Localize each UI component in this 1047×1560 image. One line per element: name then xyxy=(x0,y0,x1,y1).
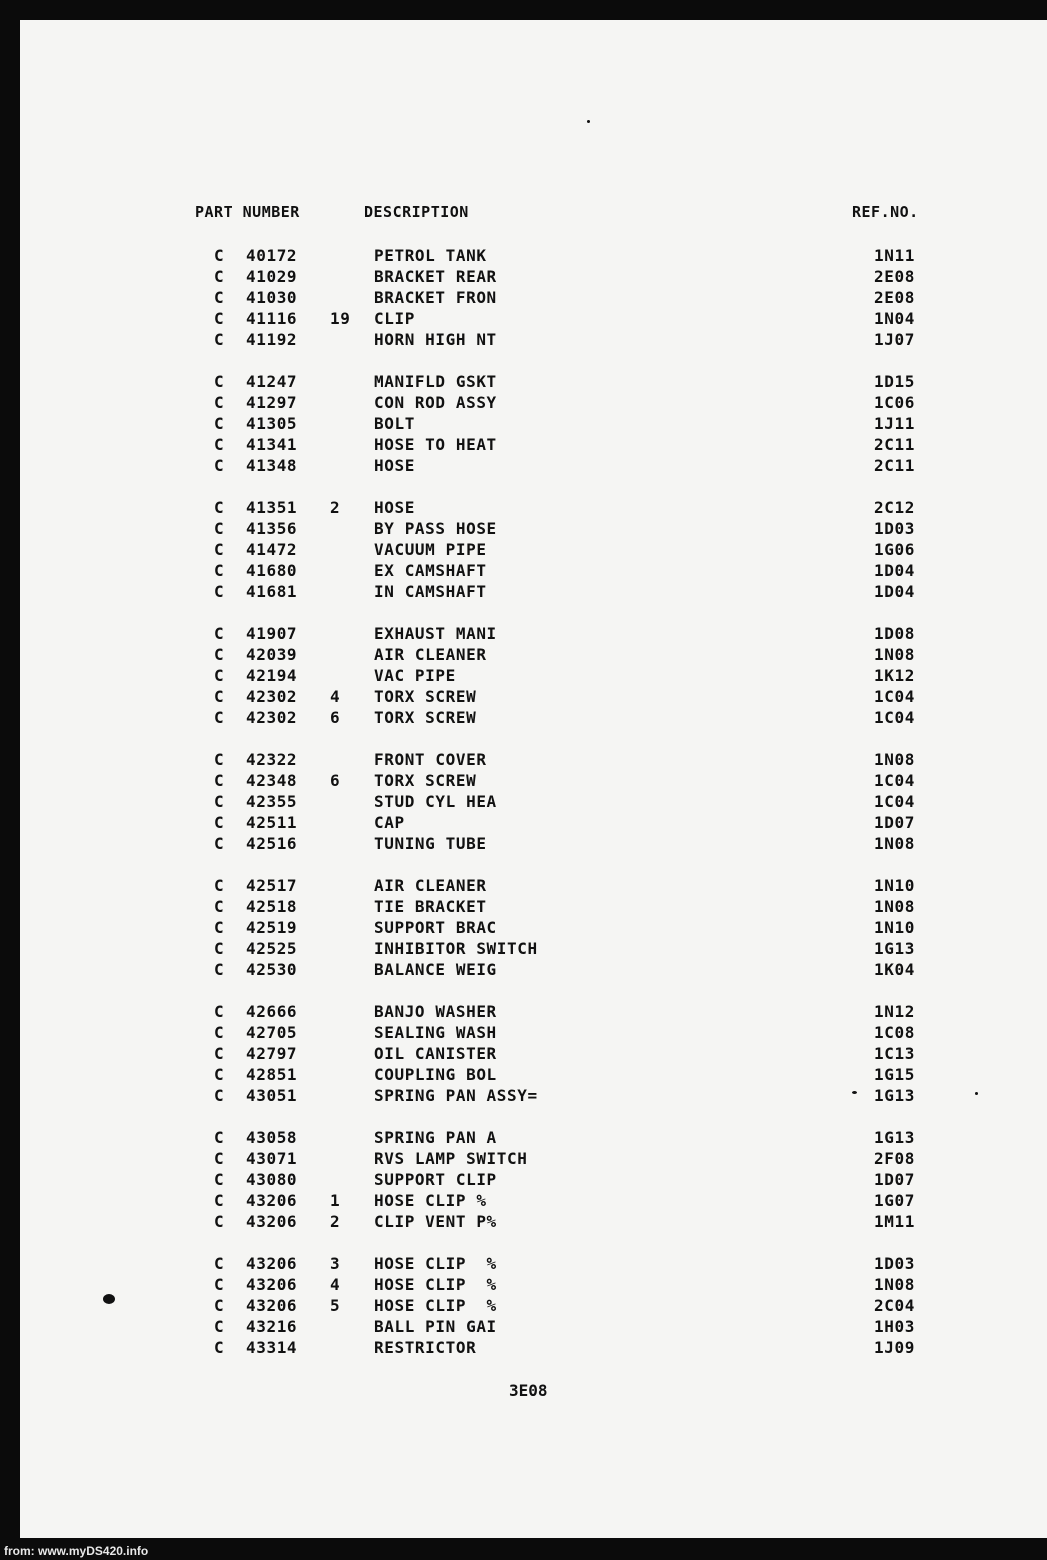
part-row xyxy=(0,309,1047,330)
part-prefix: C xyxy=(214,1170,225,1189)
part-row xyxy=(0,1191,1047,1212)
part-quantity: 2 xyxy=(330,1212,341,1231)
part-ref-no: 1C13 xyxy=(874,1044,915,1063)
part-quantity: 3 xyxy=(330,1254,341,1273)
part-prefix: C xyxy=(214,876,225,895)
part-row xyxy=(0,414,1047,435)
part-ref-no: 1J11 xyxy=(874,414,915,433)
part-row xyxy=(0,771,1047,792)
part-row xyxy=(0,918,1047,939)
part-ref-no: 1G15 xyxy=(874,1065,915,1084)
part-description: HOSE CLIP % xyxy=(374,1296,497,1315)
part-number: 42851 xyxy=(246,1065,298,1084)
part-prefix: C xyxy=(214,582,225,601)
part-row xyxy=(0,519,1047,540)
part-description: RESTRICTOR xyxy=(374,1338,477,1357)
part-ref-no: 1J09 xyxy=(874,1338,915,1357)
part-number: 43206 xyxy=(246,1254,298,1273)
part-prefix: C xyxy=(214,771,225,790)
part-prefix: C xyxy=(214,792,225,811)
part-number: 41029 xyxy=(246,267,298,286)
part-prefix: C xyxy=(214,687,225,706)
part-row xyxy=(0,834,1047,855)
part-prefix: C xyxy=(214,309,225,328)
part-prefix: C xyxy=(214,1212,225,1231)
part-number: 43314 xyxy=(246,1338,298,1357)
part-row xyxy=(0,267,1047,288)
part-quantity: 19 xyxy=(330,309,351,328)
part-description: IN CAMSHAFT xyxy=(374,582,487,601)
part-row xyxy=(0,1086,1047,1107)
part-description: HOSE CLIP % xyxy=(374,1275,497,1294)
part-ref-no: 1M11 xyxy=(874,1212,915,1231)
part-ref-no: 1H03 xyxy=(874,1317,915,1336)
part-description: TUNING TUBE xyxy=(374,834,487,853)
part-prefix: C xyxy=(214,960,225,979)
part-number: 43071 xyxy=(246,1149,298,1168)
part-number: 42530 xyxy=(246,960,298,979)
part-row xyxy=(0,960,1047,981)
part-ref-no: 1G13 xyxy=(874,939,915,958)
part-ref-no: 1C04 xyxy=(874,708,915,727)
part-number: 41472 xyxy=(246,540,298,559)
part-prefix: C xyxy=(214,1023,225,1042)
part-prefix: C xyxy=(214,1002,225,1021)
part-description: SEALING WASH xyxy=(374,1023,497,1042)
part-description: BY PASS HOSE xyxy=(374,519,497,538)
part-prefix: C xyxy=(214,918,225,937)
part-number: 42518 xyxy=(246,897,298,916)
part-number: 42797 xyxy=(246,1044,298,1063)
part-description: BRACKET REAR xyxy=(374,267,497,286)
part-row xyxy=(0,1149,1047,1170)
part-prefix: C xyxy=(214,456,225,475)
part-description: BALL PIN GAI xyxy=(374,1317,497,1336)
part-ref-no: 2C11 xyxy=(874,435,915,454)
part-row xyxy=(0,456,1047,477)
part-ref-no: 1G13 xyxy=(874,1128,915,1147)
part-prefix: C xyxy=(214,939,225,958)
part-number: 42519 xyxy=(246,918,298,937)
part-prefix: C xyxy=(214,1317,225,1336)
part-number: 41907 xyxy=(246,624,298,643)
part-description: PETROL TANK xyxy=(374,246,487,265)
part-ref-no: 1D15 xyxy=(874,372,915,391)
part-row xyxy=(0,393,1047,414)
part-description: AIR CLEANER xyxy=(374,876,487,895)
part-ref-no: 1D07 xyxy=(874,1170,915,1189)
part-number: 41351 xyxy=(246,498,298,517)
part-prefix: C xyxy=(214,498,225,517)
part-prefix: C xyxy=(214,666,225,685)
part-row xyxy=(0,498,1047,519)
part-row xyxy=(0,1254,1047,1275)
part-number: 41030 xyxy=(246,288,298,307)
part-row xyxy=(0,1128,1047,1149)
part-number: 41297 xyxy=(246,393,298,412)
part-ref-no: 1G13 xyxy=(874,1086,915,1105)
part-ref-no: 1N08 xyxy=(874,750,915,769)
part-prefix: C xyxy=(214,1296,225,1315)
part-ref-no: 1N08 xyxy=(874,834,915,853)
part-description: SPRING PAN A xyxy=(374,1128,497,1147)
part-number: 43206 xyxy=(246,1275,298,1294)
scan-speck xyxy=(975,1092,978,1095)
part-row xyxy=(0,1023,1047,1044)
part-ref-no: 1K04 xyxy=(874,960,915,979)
part-row xyxy=(0,288,1047,309)
part-ref-no: 2F08 xyxy=(874,1149,915,1168)
part-row xyxy=(0,561,1047,582)
part-description: CAP xyxy=(374,813,405,832)
part-ref-no: 1N10 xyxy=(874,918,915,937)
part-row xyxy=(0,897,1047,918)
part-prefix: C xyxy=(214,561,225,580)
part-ref-no: 2E08 xyxy=(874,267,915,286)
part-prefix: C xyxy=(214,414,225,433)
part-ref-no: 1N08 xyxy=(874,645,915,664)
part-number: 41681 xyxy=(246,582,298,601)
part-prefix: C xyxy=(214,834,225,853)
part-prefix: C xyxy=(214,1275,225,1294)
part-description: COUPLING BOL xyxy=(374,1065,497,1084)
part-prefix: C xyxy=(214,246,225,265)
part-row xyxy=(0,1044,1047,1065)
part-description: TORX SCREW xyxy=(374,708,477,727)
part-prefix: C xyxy=(214,267,225,286)
part-prefix: C xyxy=(214,1254,225,1273)
part-description: HOSE CLIP % xyxy=(374,1254,497,1273)
part-ref-no: 1D04 xyxy=(874,561,915,580)
part-prefix: C xyxy=(214,372,225,391)
part-number: 41116 xyxy=(246,309,298,328)
part-ref-no: 2C12 xyxy=(874,498,915,517)
part-ref-no: 1C04 xyxy=(874,792,915,811)
part-quantity: 5 xyxy=(330,1296,341,1315)
part-quantity: 1 xyxy=(330,1191,341,1210)
part-description: CLIP VENT P% xyxy=(374,1212,497,1231)
part-number: 42705 xyxy=(246,1023,298,1042)
part-ref-no: 1N04 xyxy=(874,309,915,328)
part-row xyxy=(0,582,1047,603)
part-row xyxy=(0,792,1047,813)
part-ref-no: 1D04 xyxy=(874,582,915,601)
part-description: BOLT xyxy=(374,414,415,433)
part-number: 43058 xyxy=(246,1128,298,1147)
part-prefix: C xyxy=(214,288,225,307)
part-number: 43206 xyxy=(246,1191,298,1210)
part-prefix: C xyxy=(214,1149,225,1168)
part-ref-no: 2E08 xyxy=(874,288,915,307)
part-row xyxy=(0,540,1047,561)
part-ref-no: 1K12 xyxy=(874,666,915,685)
part-ref-no: 1N08 xyxy=(874,897,915,916)
part-number: 43206 xyxy=(246,1296,298,1315)
part-description: SUPPORT BRAC xyxy=(374,918,497,937)
part-row xyxy=(0,708,1047,729)
scan-speck xyxy=(587,120,590,123)
part-quantity: 6 xyxy=(330,708,341,727)
part-row xyxy=(0,435,1047,456)
part-prefix: C xyxy=(214,1338,225,1357)
source-credit: from: www.myDS420.info xyxy=(4,1544,149,1558)
part-row xyxy=(0,645,1047,666)
part-number: 42322 xyxy=(246,750,298,769)
part-description: MANIFLD GSKT xyxy=(374,372,497,391)
part-row xyxy=(0,1275,1047,1296)
part-description: HOSE TO HEAT xyxy=(374,435,497,454)
part-quantity: 6 xyxy=(330,771,341,790)
part-ref-no: 1D08 xyxy=(874,624,915,643)
part-quantity: 4 xyxy=(330,1275,341,1294)
part-number: 42666 xyxy=(246,1002,298,1021)
part-prefix: C xyxy=(214,540,225,559)
part-row xyxy=(0,1296,1047,1317)
part-row xyxy=(0,750,1047,771)
part-prefix: C xyxy=(214,519,225,538)
part-row xyxy=(0,813,1047,834)
part-description: STUD CYL HEA xyxy=(374,792,497,811)
part-number: 42348 xyxy=(246,771,298,790)
part-ref-no: 1N11 xyxy=(874,246,915,265)
part-row xyxy=(0,939,1047,960)
part-row xyxy=(0,624,1047,645)
part-ref-no: 1D03 xyxy=(874,1254,915,1273)
part-description: CLIP xyxy=(374,309,415,328)
header-part-number: PART NUMBER xyxy=(195,203,300,221)
page-code: 3E08 xyxy=(509,1381,548,1400)
header-ref-no: REF.NO. xyxy=(852,203,919,221)
part-ref-no: 2C04 xyxy=(874,1296,915,1315)
part-prefix: C xyxy=(214,1044,225,1063)
part-description: TIE BRACKET xyxy=(374,897,487,916)
part-ref-no: 1G07 xyxy=(874,1191,915,1210)
part-prefix: C xyxy=(214,624,225,643)
part-number: 41341 xyxy=(246,435,298,454)
part-number: 43080 xyxy=(246,1170,298,1189)
part-prefix: C xyxy=(214,1191,225,1210)
part-ref-no: 1N08 xyxy=(874,1275,915,1294)
part-description: RVS LAMP SWITCH xyxy=(374,1149,528,1168)
part-number: 42194 xyxy=(246,666,298,685)
part-number: 41247 xyxy=(246,372,298,391)
part-number: 42302 xyxy=(246,687,298,706)
part-ref-no: 1N12 xyxy=(874,1002,915,1021)
part-ref-no: 1D07 xyxy=(874,813,915,832)
part-ref-no: 1D03 xyxy=(874,519,915,538)
part-description: BRACKET FRON xyxy=(374,288,497,307)
part-description: EX CAMSHAFT xyxy=(374,561,487,580)
part-description: HORN HIGH NT xyxy=(374,330,497,349)
part-description: SUPPORT CLIP xyxy=(374,1170,497,1189)
part-prefix: C xyxy=(214,897,225,916)
part-description: VAC PIPE xyxy=(374,666,456,685)
part-number: 43051 xyxy=(246,1086,298,1105)
part-description: EXHAUST MANI xyxy=(374,624,497,643)
part-number: 41305 xyxy=(246,414,298,433)
scan-border-bottom xyxy=(0,1538,1047,1560)
part-description: INHIBITOR SWITCH xyxy=(374,939,538,958)
part-ref-no: 1C04 xyxy=(874,687,915,706)
part-row xyxy=(0,1170,1047,1191)
header-description: DESCRIPTION xyxy=(364,203,469,221)
part-number: 41356 xyxy=(246,519,298,538)
scan-speck xyxy=(852,1091,857,1094)
part-prefix: C xyxy=(214,1086,225,1105)
part-number: 40172 xyxy=(246,246,298,265)
part-description: HOSE xyxy=(374,498,415,517)
part-description: HOSE CLIP % xyxy=(374,1191,487,1210)
part-description: FRONT COVER xyxy=(374,750,487,769)
part-ref-no: 1C04 xyxy=(874,771,915,790)
part-row xyxy=(0,1212,1047,1233)
part-description: CON ROD ASSY xyxy=(374,393,497,412)
part-number: 43206 xyxy=(246,1212,298,1231)
part-description: HOSE xyxy=(374,456,415,475)
part-row xyxy=(0,1065,1047,1086)
part-description: TORX SCREW xyxy=(374,771,477,790)
scan-speck xyxy=(103,1294,115,1304)
part-number: 43216 xyxy=(246,1317,298,1336)
part-ref-no: 1G06 xyxy=(874,540,915,559)
part-row xyxy=(0,330,1047,351)
part-ref-no: 1J07 xyxy=(874,330,915,349)
part-number: 42039 xyxy=(246,645,298,664)
part-row xyxy=(0,687,1047,708)
part-description: BALANCE WEIG xyxy=(374,960,497,979)
part-prefix: C xyxy=(214,645,225,664)
part-number: 42511 xyxy=(246,813,298,832)
part-description: BANJO WASHER xyxy=(374,1002,497,1021)
part-number: 41680 xyxy=(246,561,298,580)
part-row xyxy=(0,666,1047,687)
part-prefix: C xyxy=(214,330,225,349)
part-row xyxy=(0,876,1047,897)
part-ref-no: 2C11 xyxy=(874,456,915,475)
part-quantity: 2 xyxy=(330,498,341,517)
part-description: AIR CLEANER xyxy=(374,645,487,664)
part-description: TORX SCREW xyxy=(374,687,477,706)
part-number: 41348 xyxy=(246,456,298,475)
part-number: 41192 xyxy=(246,330,298,349)
part-ref-no: 1C06 xyxy=(874,393,915,412)
part-quantity: 4 xyxy=(330,687,341,706)
part-row xyxy=(0,246,1047,267)
part-number: 42355 xyxy=(246,792,298,811)
part-row xyxy=(0,372,1047,393)
part-prefix: C xyxy=(214,435,225,454)
part-description: VACUUM PIPE xyxy=(374,540,487,559)
part-number: 42525 xyxy=(246,939,298,958)
part-number: 42516 xyxy=(246,834,298,853)
part-prefix: C xyxy=(214,708,225,727)
part-number: 42302 xyxy=(246,708,298,727)
part-ref-no: 1C08 xyxy=(874,1023,915,1042)
part-prefix: C xyxy=(214,813,225,832)
part-row xyxy=(0,1338,1047,1359)
part-prefix: C xyxy=(214,750,225,769)
part-row xyxy=(0,1317,1047,1338)
part-description: OIL CANISTER xyxy=(374,1044,497,1063)
part-number: 42517 xyxy=(246,876,298,895)
part-prefix: C xyxy=(214,1128,225,1147)
part-ref-no: 1N10 xyxy=(874,876,915,895)
part-prefix: C xyxy=(214,1065,225,1084)
part-prefix: C xyxy=(214,393,225,412)
part-row xyxy=(0,1002,1047,1023)
part-description: SPRING PAN ASSY= xyxy=(374,1086,538,1105)
